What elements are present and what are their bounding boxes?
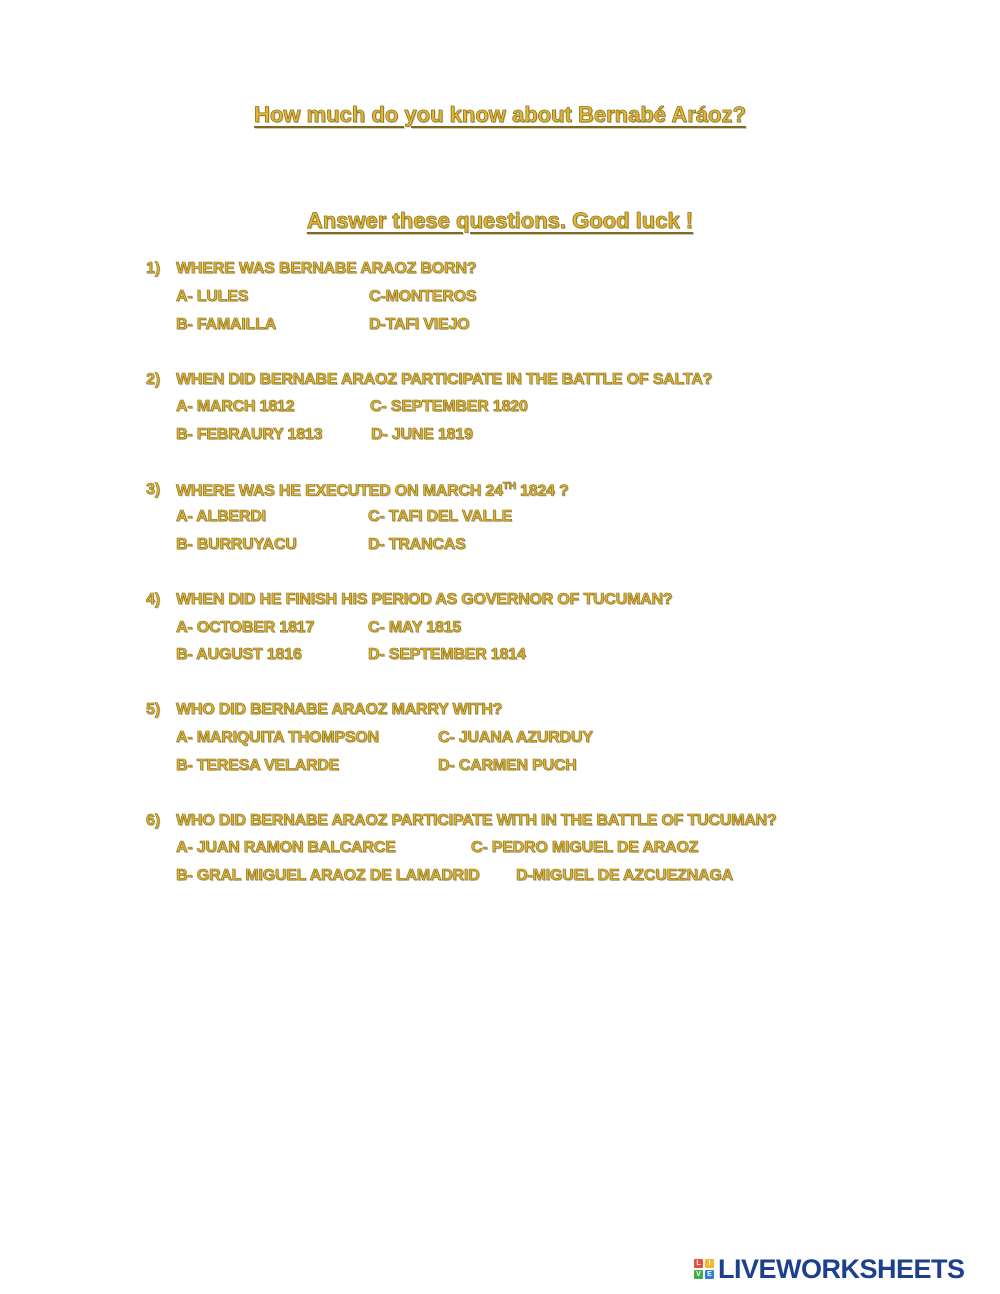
option-b[interactable]: B- FAMAILLA [176, 316, 277, 333]
option-c[interactable]: C- PEDRO MIGUEL DE ARAOZ [471, 839, 699, 856]
liveworksheets-logo [694, 1254, 965, 1284]
option-a[interactable]: A- MARIQUITA THOMPSON [176, 729, 379, 746]
option-b[interactable]: B- BURRUYACU [176, 536, 297, 553]
option-c[interactable]: C- JUANA AZURDUY [438, 729, 593, 746]
question-number: 5) [146, 701, 160, 718]
option-a[interactable]: A- MARCH 1812 [176, 398, 295, 415]
question-text: WHO DID BERNABE ARAOZ MARRY WITH? [176, 701, 503, 718]
option-b[interactable]: B- TERESA VELARDE [176, 757, 340, 774]
option-c[interactable]: C-MONTEROS [369, 288, 477, 305]
option-b[interactable]: B- FEBRAURY 1813 [176, 426, 323, 443]
logo-tiles-icon [694, 1259, 714, 1279]
logo-tile: E [705, 1270, 714, 1279]
question-number: 3) [146, 481, 160, 498]
option-d[interactable]: D- CARMEN PUCH [438, 757, 577, 774]
question-text: WHEN DID HE FINISH HIS PERIOD AS GOVERNOR OF TUCUMAN? [176, 591, 673, 608]
ordinal-suffix: TH [502, 481, 516, 492]
question-text: WHEN DID BERNABE ARAOZ PARTICIPATE IN THE BATTLE OF SALTA? [176, 371, 713, 388]
option-d[interactable]: D-TAFI VIEJO [369, 316, 470, 333]
option-c[interactable]: C- MAY 1815 [368, 619, 461, 636]
question-text-end: 1824 ? [515, 482, 569, 500]
question-text: WHERE WAS BERNABE ARAOZ BORN? [176, 260, 477, 277]
option-d[interactable]: D- JUNE 1819 [371, 426, 473, 443]
question-text: WHO DID BERNABE ARAOZ PARTICIPATE WITH IN THE BATTLE OF TUCUMAN? [176, 812, 777, 829]
logo-tile: V [694, 1270, 703, 1279]
option-c[interactable]: C- TAFI DEL VALLE [368, 508, 513, 525]
option-a[interactable]: A- OCTOBER 1817 [176, 619, 315, 636]
question-number: 4) [146, 591, 160, 608]
option-d[interactable]: D-MIGUEL DE AZCUEZNAGA [516, 867, 733, 884]
question-text [176, 481, 569, 500]
option-b[interactable]: B- AUGUST 1816 [176, 646, 302, 663]
option-b[interactable]: B- GRAL MIGUEL ARAOZ DE LAMADRID [176, 867, 480, 884]
option-c[interactable]: C- SEPTEMBER 1820 [370, 398, 528, 415]
question-number: 1) [146, 260, 160, 277]
option-a[interactable]: A- JUAN RAMON BALCARCE [176, 839, 396, 856]
question-text-main: WHERE WAS HE EXECUTED ON MARCH 24 [176, 482, 503, 500]
option-a[interactable]: A- LULES [176, 288, 249, 305]
question-number: 6) [146, 812, 160, 829]
worksheet-subtitle: Answer these questions. Good luck ! [306, 208, 694, 233]
worksheet-title: How much do you know about Bernabé Aráoz? [254, 102, 746, 127]
question-number: 2) [146, 371, 160, 388]
option-a[interactable]: A- ALBERDI [176, 508, 266, 525]
logo-tile: I [705, 1259, 714, 1268]
option-d[interactable]: D- SEPTEMBER 1814 [368, 646, 526, 663]
option-d[interactable]: D- TRANCAS [368, 536, 466, 553]
logo-tile: L [694, 1259, 703, 1268]
logo-text: LIVEWORKSHEETS [718, 1253, 965, 1284]
